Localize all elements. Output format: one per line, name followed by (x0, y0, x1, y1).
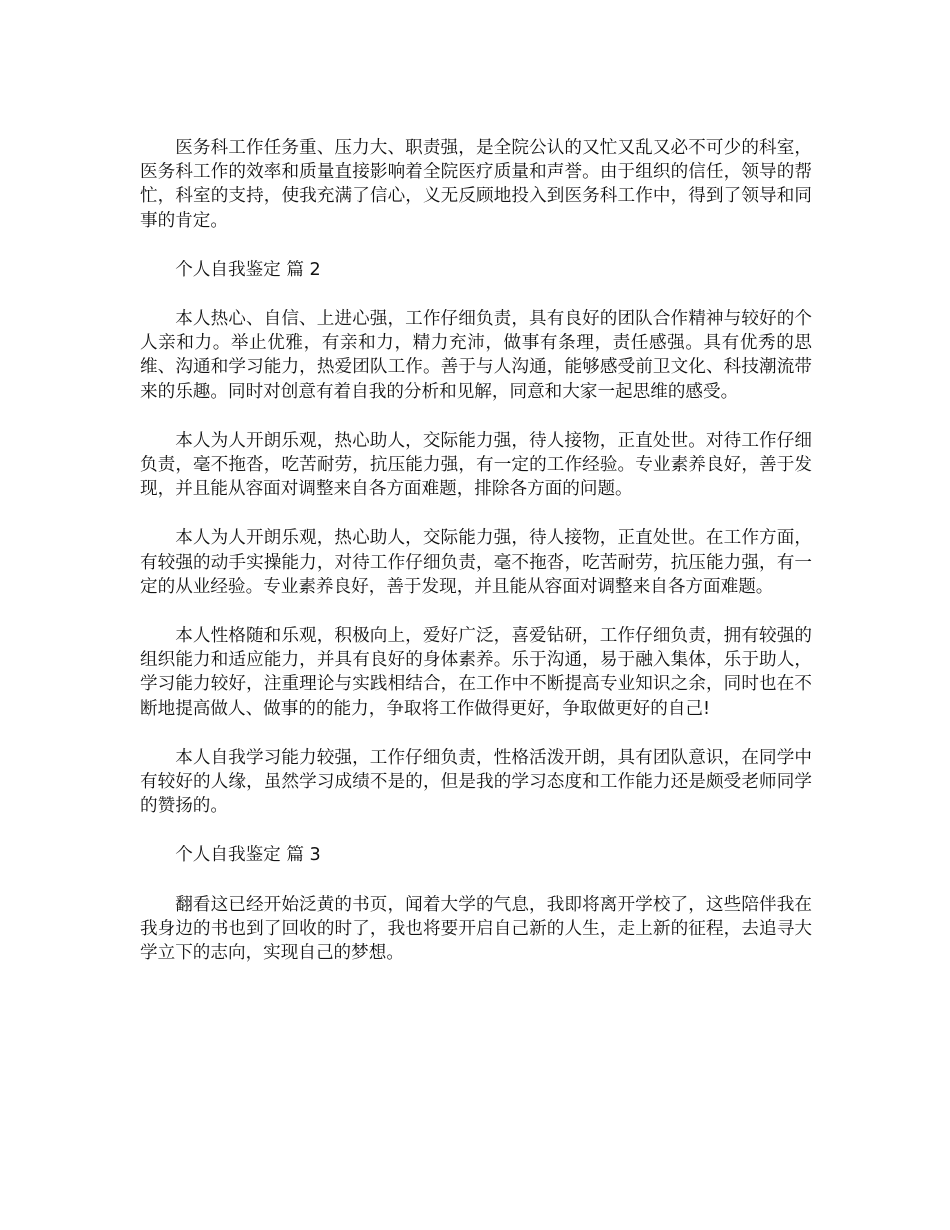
paragraph-cheerful-optimistic-1: 本人为人开朗乐观，热心助人，交际能力强，待人接物，正直处世。对待工作仔细负责，毫不拖沓，吃苦耐劳，抗压能力强，有一定的工作经验。专业素养良好，善于发现，并且能从容面对调整来自各方面难题，排除各方面的问题。 (140, 430, 812, 500)
paragraph-self-confident: 本人热心、自信、上进心强，工作仔细负责，具有良好的团队合作精神与较好的个人亲和力。举止优雅，有亲和力，精力充沛，做事有条理，责任感强。具有优秀的思维、沟通和学习能力，热爱团队工作。善于与人沟通，能够感受前卫文化、科技潮流带来的乐趣。同时对创意有着自我的分析和见解，同意和大家一起思维的感受。 (140, 309, 812, 402)
document-page (140, 136, 812, 990)
section-heading-part-2: 个人自我鉴定 篇 2 (175, 259, 321, 280)
paragraph-turning-pages: 翻看这已经开始泛黄的书页，闻着大学的气息，我即将离开学校了，这些陪伴我在我身边的书也到了回收的时了，我也将要开启自己新的人生，走上新的征程，去追寻大学立下的志向，实现自己的梦想。 (140, 894, 812, 964)
paragraph-cheerful-optimistic-2: 本人为人开朗乐观，热心助人，交际能力强，待人接物，正直处世。在工作方面，有较强的动手实操能力，对待工作仔细负责，毫不拖沓，吃苦耐劳，抗压能力强，有一定的从业经验。专业素养良好，善于发现，并且能从容面对调整来自各方面难题。 (140, 528, 812, 597)
paragraph-self-learning: 本人自我学习能力较强，工作仔细负责，性格活泼开朗，具有团队意识，在同学中有较好的人缘，虽然学习成绩不是的，但是我的学习态度和工作能力还是颇受老师同学的赞扬的。 (140, 747, 812, 817)
section-heading-part-3: 个人自我鉴定 篇 3 (175, 845, 321, 866)
paragraph-easygoing-personality: 本人性格随和乐观，积极向上，爱好广泛，喜爱钻研，工作仔细负责，拥有较强的组织能力和适应能力，并具有良好的身体素养。乐于沟通，易于融入集体，乐于助人，学习能力较好，注重理论与实践相结合，在工作中不断提高专业知识之余，同时也在不断地提高做人、做事的的能力，争取将工作做得更好，争取做更好的自己! (140, 626, 812, 719)
paragraph-medical-affairs: 医务科工作任务重、压力大、职责强，是全院公认的又忙又乱又必不可少的科室，医务科工作的效率和质量直接影响着全院医疗质量和声誉。由于组织的信任，领导的帮忙，科室的支持，使我充满了信心，义无反顾地投入到医务科工作中，得到了领导和同事的肯定。 (140, 138, 812, 231)
